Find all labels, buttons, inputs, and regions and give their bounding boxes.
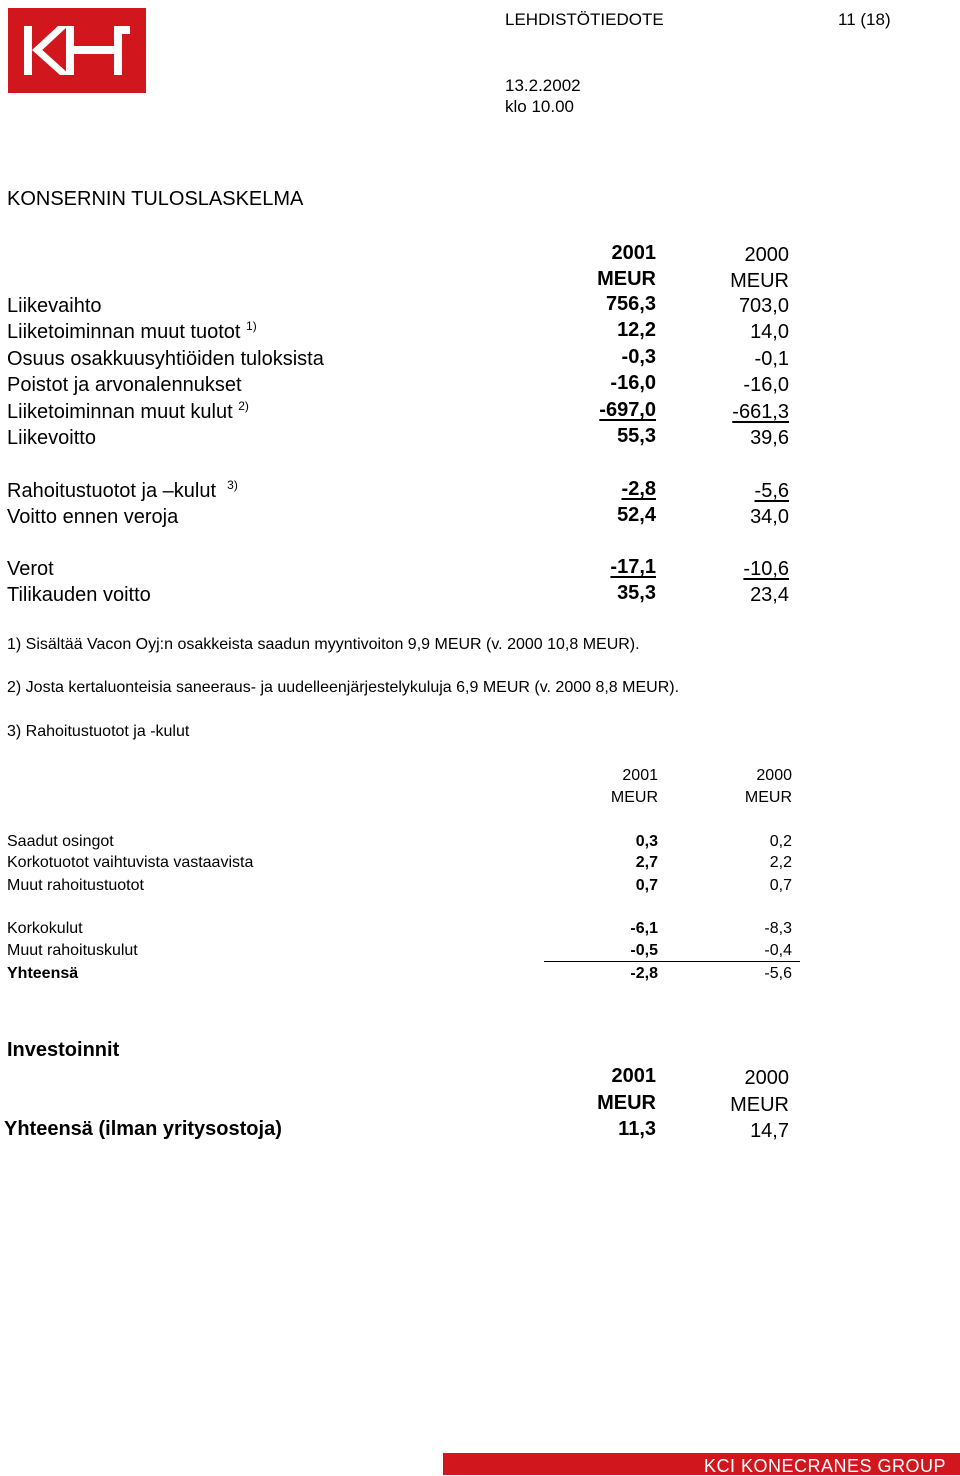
col-unit-2000: MEUR bbox=[744, 789, 792, 806]
col-year-2000: 2000 bbox=[744, 244, 789, 266]
footnote-1: 1) Sisältää Vacon Oyj:n osakkeista saadun myyntivoiton 9,9 MEUR (v. 2000 10,8 MEUR). bbox=[7, 636, 640, 653]
kci-logo bbox=[8, 8, 146, 93]
income-row-value-2001: 12,2 bbox=[617, 319, 656, 341]
col-unit-2001: MEUR bbox=[610, 789, 658, 806]
income-row-value-2000: 703,0 bbox=[738, 295, 789, 317]
col-year-2001: 2001 bbox=[611, 1065, 656, 1087]
income-row-label: Liiketoiminnan muut kulut $^{2)}$ bbox=[7, 399, 249, 423]
financial-row-label: Muut rahoituskulut bbox=[7, 942, 138, 959]
income-row-label: Rahoitustuotot ja –kulut $^{3)}$ bbox=[7, 478, 238, 502]
release-date: 13.2.2002 bbox=[505, 76, 581, 95]
col-year-2000: 2000 bbox=[756, 767, 792, 784]
financial-row-label: Korkotuotot vaihtuvista vastaavista bbox=[7, 854, 254, 871]
investments-title: Investoinnit bbox=[7, 1039, 120, 1061]
income-row-value-2001: -16,0 bbox=[610, 372, 656, 394]
financial-row-label: Korkokulut bbox=[7, 920, 83, 937]
income-row-value-2000: 34,0 bbox=[750, 506, 789, 528]
income-row-value-2000: -0,1 bbox=[754, 348, 789, 370]
page-number: 11 (18) bbox=[838, 10, 891, 29]
income-row-label: Osuus osakkuusyhtiöiden tuloksista bbox=[7, 348, 324, 370]
col-year-2001: 2001 bbox=[622, 767, 658, 784]
income-row-value-2000: 14,0 bbox=[750, 321, 789, 343]
financial-row-value-2000: 0,2 bbox=[769, 833, 792, 850]
footnote-ref: 2) bbox=[238, 399, 249, 413]
income-row-value-2000: 23,4 bbox=[750, 584, 789, 606]
col-unit-2000: MEUR bbox=[730, 270, 789, 292]
financial-total-value-2000: -5,6 bbox=[764, 965, 792, 982]
income-row-value-2000: -16,0 bbox=[743, 374, 789, 396]
income-row-value-2001: -17,1 bbox=[610, 556, 656, 578]
income-row-value-2000: -661,3 bbox=[732, 401, 789, 423]
income-row-value-2001: -2,8 bbox=[621, 478, 656, 500]
income-row-value-2001: 55,3 bbox=[617, 425, 656, 447]
financial-row-value-2000: 2,2 bbox=[769, 854, 792, 871]
income-row-value-2000: 39,6 bbox=[750, 427, 789, 449]
col-unit-2001: MEUR bbox=[597, 268, 656, 290]
investments-total-2000: 14,7 bbox=[750, 1120, 789, 1142]
financial-row-value-2000: -0,4 bbox=[764, 942, 792, 959]
income-row-value-2000: -10,6 bbox=[743, 558, 789, 580]
financial-row-value-2000: 0,7 bbox=[769, 877, 792, 894]
income-row-label: Verot bbox=[7, 558, 54, 580]
income-row-label: Poistot ja arvonalennukset bbox=[7, 374, 242, 396]
financial-row-label: Muut rahoitustuotot bbox=[7, 877, 144, 894]
financial-row-value-2001: -6,1 bbox=[630, 920, 658, 937]
income-row-label: Liikevoitto bbox=[7, 427, 96, 449]
income-row-label: Tilikauden voitto bbox=[7, 584, 151, 606]
financial-total-value-2001: -2,8 bbox=[630, 965, 658, 982]
income-row-value-2000: -5,6 bbox=[754, 480, 789, 502]
footnote-ref: 3) bbox=[227, 478, 238, 492]
document-type: LEHDISTÖTIEDOTE bbox=[505, 10, 664, 29]
footnote-2: 2) Josta kertaluonteisia saneeraus- ja uudelleenjärjestelykuluja 6,9 MEUR (v. 2000 8,8 MEUR). bbox=[7, 679, 680, 696]
income-row-label: Liikevaihto bbox=[7, 295, 102, 317]
financial-row-value-2001: -0,5 bbox=[630, 942, 658, 959]
income-row-value-2001: -0,3 bbox=[621, 346, 656, 368]
kci-logo-mark bbox=[8, 8, 146, 93]
investments-total-2001: 11,3 bbox=[618, 1118, 656, 1140]
financial-total-label: Yhteensä bbox=[7, 965, 79, 982]
col-unit-2001: MEUR bbox=[597, 1092, 656, 1114]
col-unit-2000: MEUR bbox=[730, 1094, 789, 1116]
income-row-label: Voitto ennen veroja bbox=[7, 506, 179, 528]
financial-row-value-2001: 2,7 bbox=[635, 854, 658, 871]
income-row-value-2001: 52,4 bbox=[617, 504, 656, 526]
income-row-label: Liiketoiminnan muut tuotot $^{1)}$ bbox=[7, 319, 257, 343]
col-year-2001: 2001 bbox=[611, 242, 656, 264]
footer-brand-text: KCI KONECRANES GROUP bbox=[703, 1456, 946, 1476]
page-title: KONSERNIN TULOSLASKELMA bbox=[7, 188, 304, 210]
footnote-3: 3) Rahoitustuotot ja -kulut bbox=[7, 723, 190, 740]
financial-row-label: Saadut osingot bbox=[7, 833, 114, 850]
total-divider bbox=[544, 961, 800, 962]
financial-row-value-2001: 0,7 bbox=[635, 877, 658, 894]
footnote-ref: 1) bbox=[246, 319, 257, 333]
income-row-value-2001: -697,0 bbox=[599, 399, 656, 421]
col-year-2000: 2000 bbox=[744, 1067, 789, 1089]
financial-row-value-2001: 0,3 bbox=[635, 833, 658, 850]
income-row-value-2001: 756,3 bbox=[605, 293, 656, 315]
release-time: klo 10.00 bbox=[505, 97, 574, 116]
investments-total-label: Yhteensä (ilman yritysostoja) bbox=[4, 1118, 282, 1140]
income-row-value-2001: 35,3 bbox=[617, 582, 656, 604]
financial-row-value-2000: -8,3 bbox=[764, 920, 792, 937]
